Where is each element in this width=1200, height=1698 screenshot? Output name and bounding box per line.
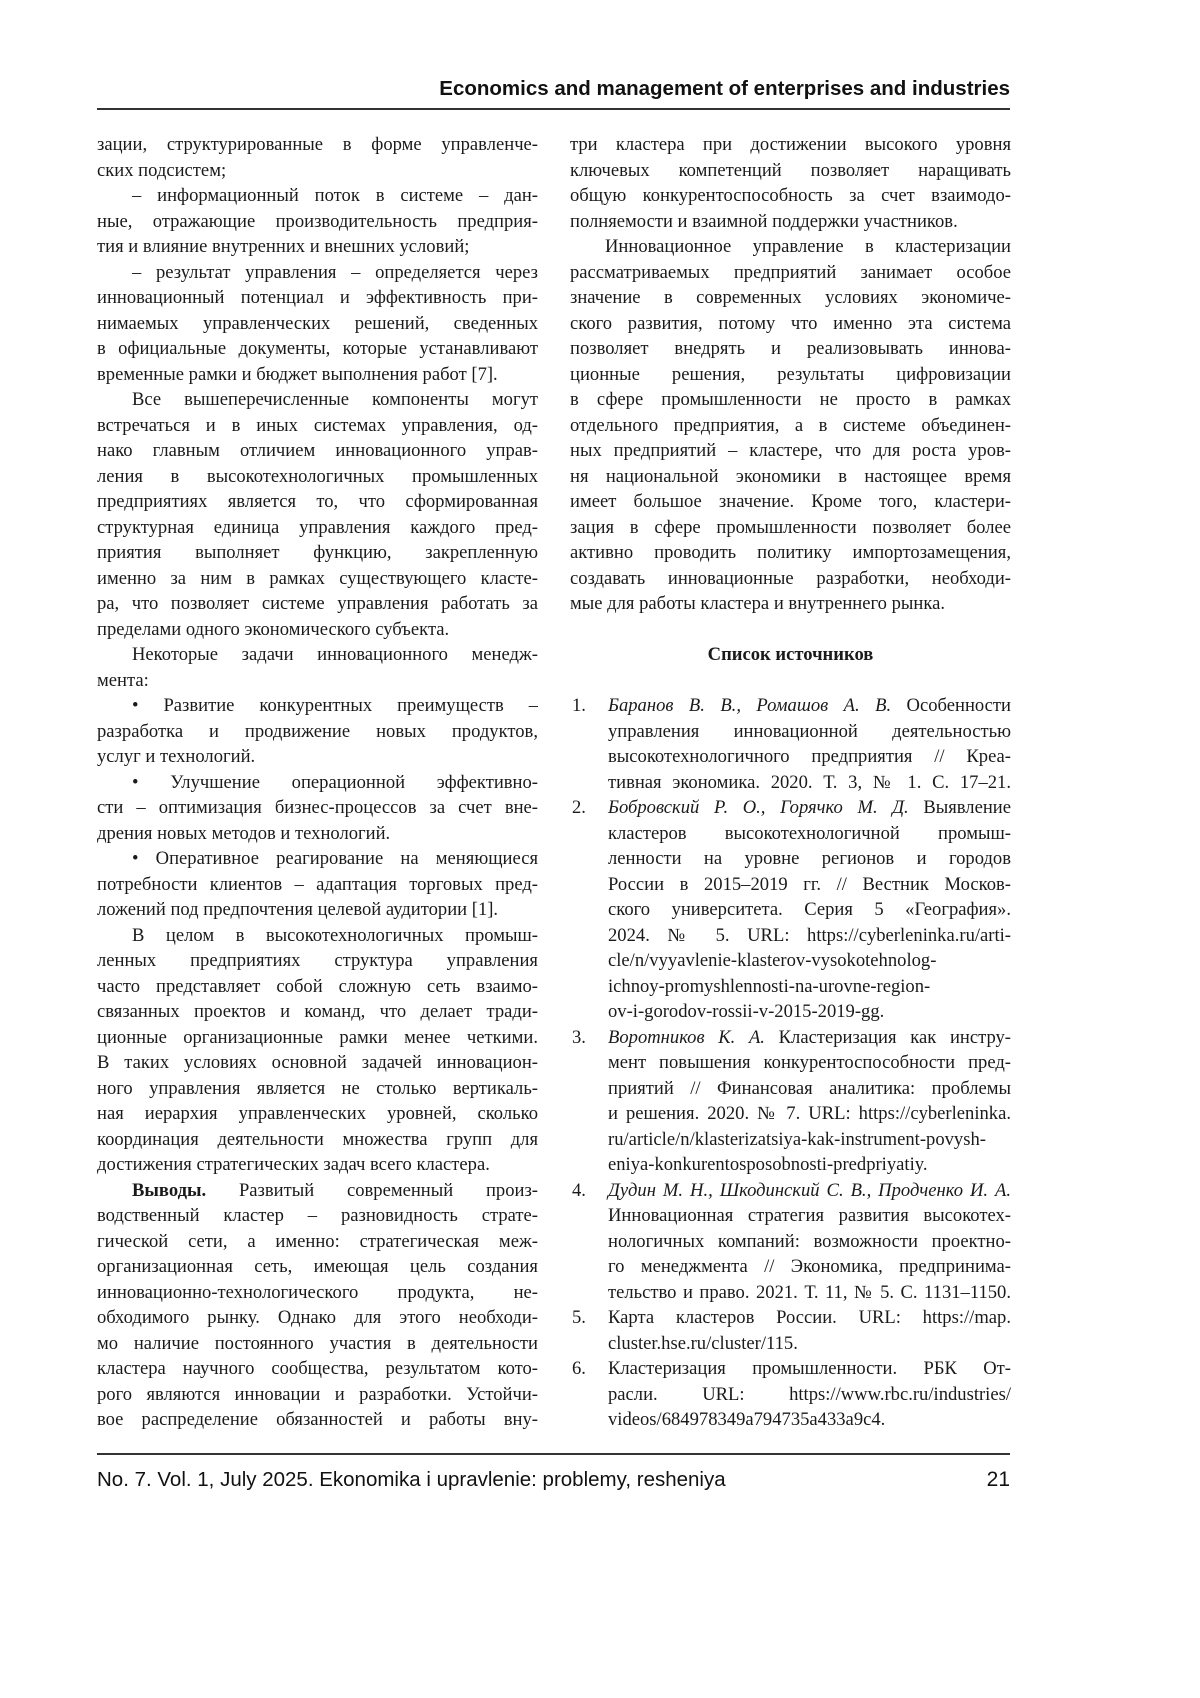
line-text: ня национальной экономики в настоящее время	[570, 466, 1011, 487]
reference-number: 4.	[572, 1178, 586, 1204]
text-line	[570, 260, 1011, 286]
text-line	[97, 336, 538, 362]
text-line	[97, 1127, 538, 1153]
line-text: • Улучшение операционной эффективно-	[132, 772, 538, 793]
line-text: В целом в высокотехнологичных промыш-	[132, 925, 538, 946]
text-line	[97, 770, 538, 796]
reference-number: 2.	[572, 795, 586, 821]
text-line	[570, 464, 1011, 490]
reference-line	[570, 872, 1011, 898]
line-text: ного управления является не столько вертикаль-	[97, 1078, 538, 1099]
reference-number: 6.	[572, 1356, 586, 1382]
reference-line	[570, 1229, 1011, 1255]
reference-line	[570, 821, 1011, 847]
line-text: ные, отражающие производительность предприя-	[97, 211, 538, 232]
line-text: гической сети, а именно: стратегическая меж-	[97, 1231, 538, 1252]
text-line	[570, 158, 1011, 184]
reference-line	[570, 1407, 1011, 1433]
text-line	[97, 1178, 538, 1204]
line-text: дрения новых методов и технологий.	[97, 823, 390, 844]
line-text: В таких условиях основной задачей инновацион-	[97, 1052, 538, 1073]
line-text: отдельного предприятия, а в системе объединен-	[570, 415, 1011, 436]
line-text: рассматриваемых предприятий занимает особое	[570, 262, 1011, 283]
header-rule	[97, 108, 1010, 110]
reference-line	[570, 1382, 1011, 1408]
line-text: ключевых компетенций позволяет наращивать	[570, 160, 1011, 181]
line-text: структурная единица управления каждого пред-	[97, 517, 538, 538]
line-text: кластера научного сообщества, результатом кото-	[97, 1358, 538, 1379]
footer-rule	[97, 1453, 1010, 1455]
line-text: ционные решения, результаты цифровизации	[570, 364, 1011, 385]
text-line	[570, 515, 1011, 541]
line-text: мента:	[97, 670, 149, 691]
reference-text: Кластеризация как инстру-	[765, 1027, 1011, 1048]
line-text: ная иерархия управленческих уровней, сколько	[97, 1103, 538, 1124]
reference-text: ленности на уровне регионов и городов	[608, 848, 1011, 869]
text-line	[97, 438, 538, 464]
line-text: ных предприятий – кластере, что для роста уров-	[570, 440, 1011, 461]
text-line	[97, 719, 538, 745]
reference-line	[570, 1101, 1011, 1127]
reference-text: Выявление	[909, 797, 1011, 818]
line-text: – информационный поток в системе – дан-	[132, 185, 538, 206]
reference-text: Инновационная стратегия развития высокотех-	[608, 1205, 1011, 1226]
text-line	[570, 387, 1011, 413]
text-line	[97, 1152, 538, 1178]
text-line	[97, 540, 538, 566]
line-text: имеет большое значение. Кроме того, кластери-	[570, 491, 1011, 512]
reference-line	[570, 1076, 1011, 1102]
reference-text: ov-i-gorodov-rossii-v-2015-2019-gg.	[608, 1001, 884, 1022]
text-line	[97, 591, 538, 617]
text-line	[97, 260, 538, 286]
text-line	[570, 566, 1011, 592]
line-text: предприятиях является то, что сформированная	[97, 491, 538, 512]
text-line	[97, 1254, 538, 1280]
reference-text: мент повышения конкурентоспособности пред-	[608, 1052, 1011, 1073]
text-line	[97, 1229, 538, 1255]
text-line	[97, 1076, 538, 1102]
line-text: рого являются инновации и разработки. Устойчи-	[97, 1384, 538, 1405]
footer-issue: No. 7. Vol. 1, July 2025. Ekonomika i upravlenie: problemy, resheniya	[97, 1468, 726, 1492]
reference-text: ichnoy-promyshlennosti-na-urovne-region-	[608, 976, 930, 997]
reference-number: 3.	[572, 1025, 586, 1051]
line-text: часто представляет собой сложную сеть взаимо-	[97, 976, 538, 997]
conclusions-label: Выводы.	[132, 1180, 206, 1201]
line-text: ления в высокотехнологичных промышленных	[97, 466, 538, 487]
text-line	[570, 489, 1011, 515]
reference-line	[570, 1305, 1011, 1331]
reference-line	[570, 974, 1011, 1000]
line-text: зации, структурированные в форме управленче-	[97, 134, 538, 155]
text-line	[97, 362, 538, 388]
reference-line	[570, 719, 1011, 745]
line-text: именно за ним в рамках существующего класте-	[97, 568, 538, 589]
text-line	[97, 1331, 538, 1357]
reference-text: ru/article/n/klasterizatsiya-kak-instrument-povysh-	[608, 1129, 986, 1150]
text-line	[97, 1382, 538, 1408]
text-line	[97, 974, 538, 1000]
reference-line	[570, 1025, 1011, 1051]
reference-text: тивная экономика. 2020. Т. 3, № 1. С. 17–21.	[608, 772, 1011, 793]
line-text: приятия выполняет функцию, закрепленную	[97, 542, 538, 563]
line-text: полняемости и взаимной поддержки участников.	[570, 211, 958, 232]
line-text: значение в современных условиях экономиче-	[570, 287, 1011, 308]
line-text: Все вышеперечисленные компоненты могут	[132, 389, 538, 410]
reference-text: 2024. № 5. URL: https://cyberleninka.ru/arti-	[608, 925, 1011, 946]
line-text: тия и влияние внутренних и внешних условий;	[97, 236, 469, 257]
reference-text: Особенности	[891, 695, 1011, 716]
line-text: достижения стратегических задач всего кластера.	[97, 1154, 490, 1175]
line-text: нако главным отличием инновационного управ-	[97, 440, 538, 461]
line-text: Инновационное управление в кластеризации	[605, 236, 1011, 257]
text-line	[570, 285, 1011, 311]
reference-authors: Бобровский Р. О., Горячко М. Д.	[608, 797, 909, 818]
reference-text: приятий // Финансовая аналитика: проблемы	[608, 1078, 1011, 1099]
reference-text: управления инновационной деятельностью	[608, 721, 1011, 742]
text-line	[97, 1101, 538, 1127]
text-line	[570, 311, 1011, 337]
text-line	[97, 795, 538, 821]
line-text: ра, что позволяет системе управления работать за	[97, 593, 538, 614]
line-text: в сфере промышленности не просто в рамках	[570, 389, 1011, 410]
line-text: ского развития, потому что именно эта система	[570, 313, 1011, 334]
line-text: вое распределение обязанностей и работы вну-	[97, 1409, 538, 1430]
text-line	[570, 540, 1011, 566]
text-line	[570, 362, 1011, 388]
line-text: мо наличие постоянного участия в деятельности	[97, 1333, 538, 1354]
text-line	[97, 464, 538, 490]
reference-text: Карта кластеров России. URL: https://map.	[608, 1307, 1011, 1328]
text-line	[97, 617, 538, 643]
line-text: обходимого рынку. Однако для этого необходи-	[97, 1307, 538, 1328]
reference-line	[570, 1152, 1011, 1178]
text-line	[97, 668, 538, 694]
text-line	[97, 1356, 538, 1382]
line-text: ложений под предпочтения целевой аудитории [1].	[97, 899, 498, 920]
reference-number: 1.	[572, 693, 586, 719]
text-line	[570, 336, 1011, 362]
reference-text: высокотехнологичного предприятия // Креа-	[608, 746, 1011, 767]
reference-line	[570, 744, 1011, 770]
line-text: водственный кластер – разновидность страте-	[97, 1205, 538, 1226]
text-line	[97, 1305, 538, 1331]
text-line	[97, 1280, 538, 1306]
text-line	[570, 438, 1011, 464]
text-line	[97, 209, 538, 235]
reference-line	[570, 897, 1011, 923]
text-line	[97, 948, 538, 974]
line-text: инновационный потенциал и эффективность при-	[97, 287, 538, 308]
line-text: услуг и технологий.	[97, 746, 255, 767]
text-line	[97, 642, 538, 668]
reference-text: eniya-konkurentosposobnosti-predpriyatiy.	[608, 1154, 927, 1175]
text-line	[97, 693, 538, 719]
text-line	[570, 234, 1011, 260]
line-text: создавать инновационные разработки, необходи-	[570, 568, 1011, 589]
text-line	[570, 183, 1011, 209]
reference-text: тельство и право. 2021. Т. 11, № 5. С. 1131–1150.	[608, 1282, 1011, 1303]
line-text: ционные организационные рамки менее четкими.	[97, 1027, 538, 1048]
text-line	[97, 1050, 538, 1076]
reference-text: videos/684978349a794735a433a9c4.	[608, 1409, 885, 1430]
text-line	[97, 132, 538, 158]
text-line	[97, 489, 538, 515]
text-line	[570, 591, 1011, 617]
references-title	[570, 642, 1011, 668]
text-line	[97, 923, 538, 949]
text-line	[97, 821, 538, 847]
line-text: • Оперативное реагирование на меняющиеся	[132, 848, 538, 869]
text-line	[570, 209, 1011, 235]
line-text: общую конкурентоспособность за счет взаимодо-	[570, 185, 1011, 206]
line-text: организационная сеть, имеющая цель создания	[97, 1256, 538, 1277]
reference-text: расли. URL: https://www.rbc.ru/industries/	[608, 1384, 1011, 1405]
line-text: зация в сфере промышленности позволяет более	[570, 517, 1011, 538]
reference-line	[570, 999, 1011, 1025]
text-line	[97, 744, 538, 770]
reference-authors: Баранов В. В., Ромашов А. В.	[608, 695, 891, 716]
page-number: 21	[987, 1468, 1010, 1492]
text-line	[97, 311, 538, 337]
text-line	[97, 566, 538, 592]
reference-line	[570, 1254, 1011, 1280]
text-line	[97, 846, 538, 872]
line-text: ленных предприятиях структура управления	[97, 950, 538, 971]
line-text: координация деятельности множества групп для	[97, 1129, 538, 1150]
line-text: активно проводить политику импортозамещения,	[570, 542, 1011, 563]
reference-text: нологичных компаний: возможности проектно-	[608, 1231, 1011, 1252]
reference-text: Кластеризация промышленности. РБК От-	[608, 1358, 1011, 1379]
line-text: связанных проектов и команд, что делает тради-	[97, 1001, 538, 1022]
line-text: мые для работы кластера и внутреннего рынка.	[570, 593, 945, 614]
reference-line	[570, 693, 1011, 719]
text-line	[570, 413, 1011, 439]
text-line	[97, 872, 538, 898]
reference-text: cluster.hse.ru/cluster/115.	[608, 1333, 798, 1354]
line-text: позволяет внедрять и реализовывать иннова-	[570, 338, 1011, 359]
reference-line	[570, 795, 1011, 821]
references-title-text: Список источников	[708, 644, 874, 665]
text-line	[97, 387, 538, 413]
reference-text: и решения. 2020. № 7. URL: https://cyberleninka.	[608, 1103, 1011, 1124]
text-line	[97, 158, 538, 184]
reference-text: го менеджмента // Экономика, предпринима-	[608, 1256, 1011, 1277]
text-line	[97, 1025, 538, 1051]
text-line	[97, 1407, 538, 1433]
text-line	[570, 132, 1011, 158]
text-line	[97, 999, 538, 1025]
reference-line	[570, 846, 1011, 872]
line-text: • Развитие конкурентных преимуществ –	[132, 695, 538, 716]
line-text: нимаемых управленческих решений, сведенных	[97, 313, 538, 334]
line-text: – результат управления – определяется через	[132, 262, 538, 283]
line-text: потребности клиентов – адаптация торговых пред-	[97, 874, 538, 895]
reference-text: кластеров высокотехнологичной промыш-	[608, 823, 1011, 844]
line-text: инновационно-технологического продукта, не-	[97, 1282, 538, 1303]
reference-line	[570, 948, 1011, 974]
line-text: временные рамки и бюджет выполнения работ [7].	[97, 364, 498, 385]
reference-authors: Дудин М. Н., Шкодинский С. В., Продченко И. А.	[608, 1180, 1011, 1201]
text-line	[97, 183, 538, 209]
reference-text: cle/n/vyyavlenie-klasterov-vysokotehnolog-	[608, 950, 936, 971]
reference-number: 5.	[572, 1305, 586, 1331]
line-text: встречаться и в иных системах управления, од-	[97, 415, 538, 436]
text-line	[97, 234, 538, 260]
reference-line	[570, 1331, 1011, 1357]
line-text: ских подсистем;	[97, 160, 226, 181]
text-line	[97, 897, 538, 923]
text-line	[97, 285, 538, 311]
reference-line	[570, 770, 1011, 796]
reference-line	[570, 1050, 1011, 1076]
line-text: в официальные документы, которые устанавливают	[97, 338, 538, 359]
journal-section-header: Economics and management of enterprises and industries	[439, 77, 1010, 101]
reference-line	[570, 1280, 1011, 1306]
line-text: сти – оптимизация бизнес-процессов за счет вне-	[97, 797, 538, 818]
line-text: три кластера при достижении высокого уровня	[570, 134, 1011, 155]
reference-text: ского университета. Серия 5 «География».	[608, 899, 1011, 920]
text-line	[97, 1203, 538, 1229]
line-text: разработка и продвижение новых продуктов,	[97, 721, 538, 742]
reference-line	[570, 923, 1011, 949]
reference-line	[570, 1356, 1011, 1382]
reference-line	[570, 1203, 1011, 1229]
reference-text: России в 2015–2019 гг. // Вестник Москов-	[608, 874, 1011, 895]
reference-line	[570, 1178, 1011, 1204]
line-text: Некоторые задачи инновационного менедж-	[132, 644, 538, 665]
line-text: пределами одного экономического субъекта.	[97, 619, 449, 640]
line-text: Развитый современный произ-	[239, 1180, 538, 1201]
reference-authors: Воротников К. А.	[608, 1027, 765, 1048]
reference-line	[570, 1127, 1011, 1153]
text-line	[97, 515, 538, 541]
text-line	[97, 413, 538, 439]
